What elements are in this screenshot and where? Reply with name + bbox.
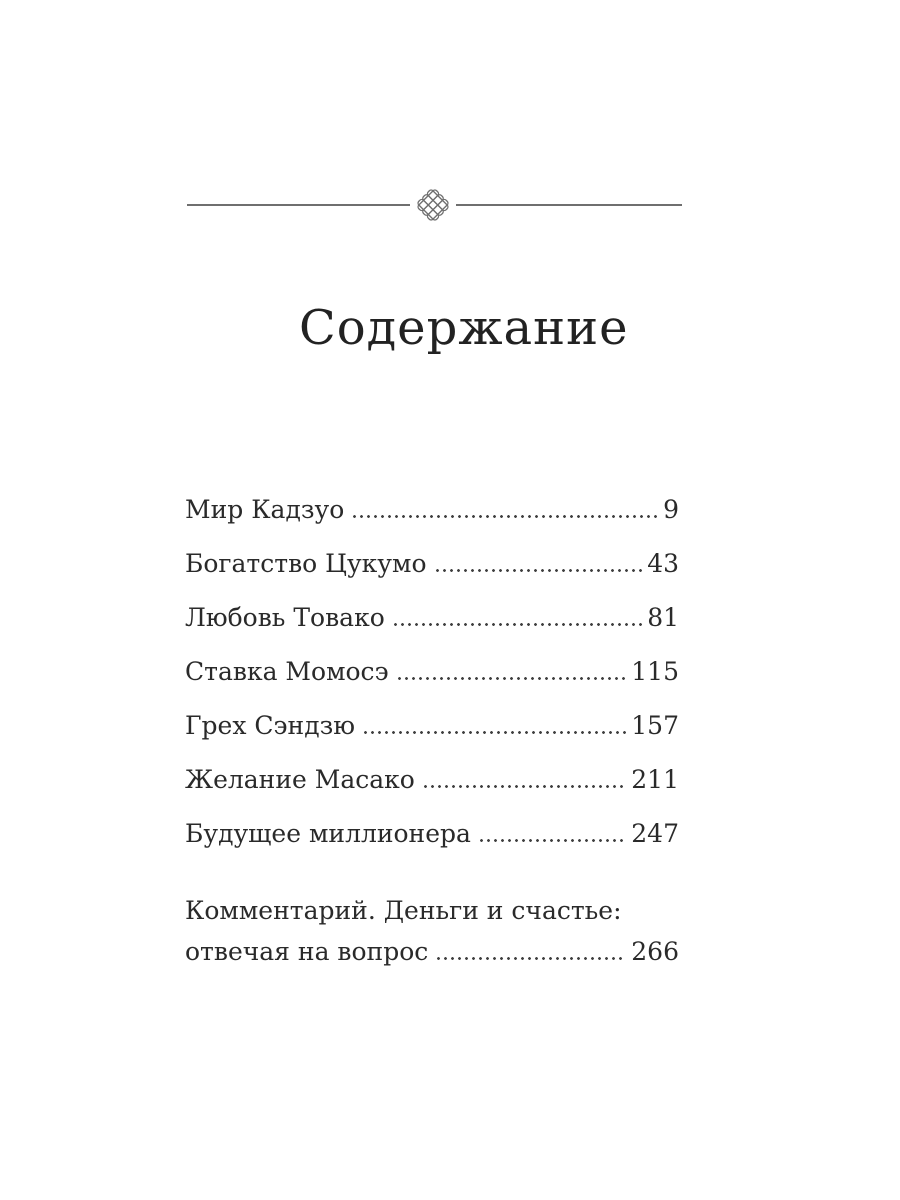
toc-entry bbox=[185, 687, 679, 741]
toc-entry-page: 247 bbox=[631, 819, 679, 849]
dot-leader bbox=[422, 785, 626, 788]
dot-leader bbox=[478, 839, 626, 842]
toc-entry-page: 43 bbox=[647, 549, 679, 579]
toc-entry bbox=[185, 741, 679, 795]
toc-entry bbox=[185, 471, 679, 525]
dot-leader bbox=[435, 957, 626, 960]
toc-list bbox=[185, 471, 679, 849]
toc-comment-page: 266 bbox=[631, 937, 679, 967]
toc-entry-page: 157 bbox=[631, 711, 679, 741]
toc-comment-line2-row bbox=[185, 932, 679, 967]
toc-entry-title: Ставка Момосэ bbox=[185, 657, 389, 687]
toc-comment-line1: Комментарий. Деньги и счастье: bbox=[185, 896, 622, 925]
toc-entry-page: 9 bbox=[663, 495, 679, 525]
dot-leader bbox=[396, 677, 627, 680]
toc-entry-title: Мир Кадзуо bbox=[185, 495, 345, 525]
toc-entry-title: Желание Масако bbox=[185, 765, 415, 795]
toc-comment-entry bbox=[185, 897, 679, 967]
toc-entry-page: 115 bbox=[631, 657, 679, 687]
toc-entry bbox=[185, 579, 679, 633]
dot-leader bbox=[434, 569, 643, 572]
endless-knot-icon bbox=[410, 182, 456, 228]
dot-leader bbox=[362, 731, 626, 734]
toc-entry-title: Богатство Цукумо bbox=[185, 549, 427, 579]
toc-entry-page: 211 bbox=[631, 765, 679, 795]
toc-entry-page: 81 bbox=[647, 603, 679, 633]
toc-entry bbox=[185, 795, 679, 849]
dot-leader bbox=[351, 515, 658, 518]
dot-leader bbox=[392, 623, 642, 626]
toc-entry-title: Грех Сэндзю bbox=[185, 711, 355, 741]
toc-entry-title: Любовь Товако bbox=[185, 603, 385, 633]
toc-entry-title: Будущее миллионера bbox=[185, 819, 471, 849]
toc-entry bbox=[185, 525, 679, 579]
toc-entry bbox=[185, 633, 679, 687]
page-title: Содержание bbox=[299, 300, 629, 356]
toc-comment-line2: отвечая на вопрос bbox=[185, 937, 429, 967]
